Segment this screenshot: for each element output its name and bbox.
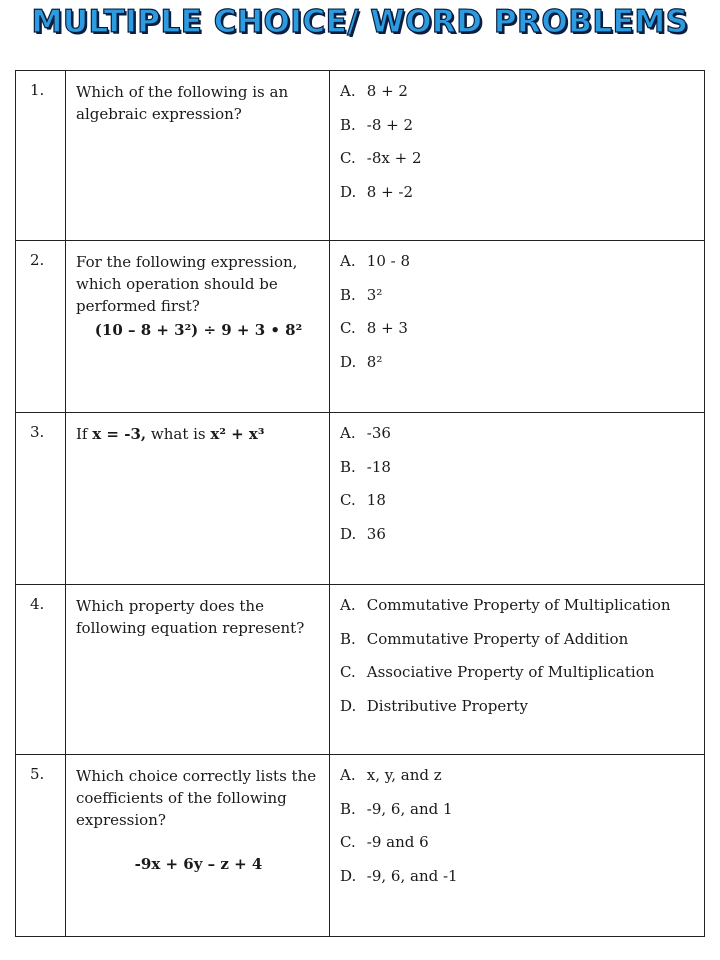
choice-text: 8 + -2 — [366, 182, 414, 201]
question-expression: x² + x³ — [210, 425, 265, 443]
choice-letter: A. — [340, 252, 356, 270]
question-text: Which property does the following equation represent? — [76, 597, 305, 637]
choice-text: 18 — [366, 491, 386, 509]
choice-letter: B. — [340, 457, 356, 476]
choice-text: Distributive Property — [366, 696, 528, 715]
choice-letter: A. — [340, 766, 356, 784]
choice-c[interactable] — [340, 147, 698, 181]
choice-letter: B. — [340, 285, 356, 304]
choice-c[interactable] — [340, 317, 698, 351]
choice-text: -8 + 2 — [366, 115, 414, 134]
question-row — [16, 71, 705, 241]
choice-a[interactable] — [340, 250, 698, 284]
question-number: 5. — [30, 765, 45, 783]
choice-text: 3² — [366, 285, 383, 304]
question-table — [15, 70, 705, 937]
choice-text: x, y, and z — [366, 766, 442, 784]
choice-b[interactable] — [340, 628, 698, 662]
choice-a[interactable] — [340, 80, 698, 114]
choice-text: 36 — [366, 524, 386, 543]
choice-letter: A. — [340, 596, 356, 614]
choice-text: -9, 6, and -1 — [366, 866, 458, 885]
choice-letter: C. — [340, 149, 356, 167]
choice-c[interactable] — [340, 489, 698, 523]
choice-text: Commutative Property of Addition — [366, 629, 629, 648]
choice-d[interactable] — [340, 351, 698, 385]
choice-d[interactable] — [340, 695, 698, 729]
choice-letter: B. — [340, 115, 356, 134]
choice-letter: B. — [340, 629, 356, 648]
choice-a[interactable] — [340, 764, 698, 798]
choice-d[interactable] — [340, 865, 698, 899]
choice-c[interactable] — [340, 661, 698, 695]
choice-text: Associative Property of Multiplication — [366, 663, 655, 681]
question-number: 1. — [30, 81, 45, 99]
answer-choices — [330, 71, 704, 214]
choice-text: Commutative Property of Multiplication — [366, 596, 671, 614]
choice-letter: B. — [340, 799, 356, 818]
choice-letter: C. — [340, 319, 356, 337]
question-text-prefix: If — [76, 425, 88, 443]
choice-d[interactable] — [340, 523, 698, 557]
choice-letter: D. — [340, 866, 357, 885]
choice-text: -18 — [366, 457, 391, 476]
answer-choices — [330, 413, 704, 556]
question-text: Which of the following is an algebraic expression? — [76, 83, 289, 123]
question-row — [16, 413, 705, 585]
choice-text: 8² — [366, 352, 383, 371]
choice-d[interactable] — [340, 181, 698, 215]
question-expression: -9x + 6y – z + 4 — [134, 855, 263, 873]
answer-choices — [330, 755, 704, 898]
choice-text: -36 — [366, 424, 391, 442]
choice-letter: A. — [340, 424, 356, 442]
worksheet-title: MULTIPLE CHOICE/ WORD PROBLEMS — [31, 4, 689, 40]
question-number: 2. — [30, 251, 45, 269]
choice-letter: C. — [340, 833, 356, 851]
choice-letter: A. — [340, 82, 356, 100]
question-text: For the following expression, which operation should be performed first? — [76, 253, 298, 315]
choice-text: 10 - 8 — [366, 252, 411, 270]
choice-b[interactable] — [340, 456, 698, 490]
choice-letter: D. — [340, 696, 357, 715]
question-variable: x = -3, — [92, 425, 147, 443]
choice-b[interactable] — [340, 114, 698, 148]
choice-letter: D. — [340, 524, 357, 543]
question-text — [66, 413, 329, 445]
question-text-block — [66, 755, 329, 875]
choice-letter: C. — [340, 663, 356, 681]
choice-c[interactable] — [340, 831, 698, 865]
question-text: Which choice correctly lists the coefficients of the following expression? — [76, 767, 317, 829]
question-row — [16, 585, 705, 755]
choice-text: -9 and 6 — [366, 833, 429, 851]
choice-a[interactable] — [340, 422, 698, 456]
choice-text: 8 + 3 — [366, 319, 408, 337]
choice-text: 8 + 2 — [366, 82, 408, 100]
question-text-block — [66, 241, 329, 341]
choice-b[interactable] — [340, 284, 698, 318]
answer-choices — [330, 241, 704, 384]
choice-a[interactable] — [340, 594, 698, 628]
choice-letter: D. — [340, 352, 357, 371]
choice-letter: C. — [340, 491, 356, 509]
choice-text: -9, 6, and 1 — [366, 799, 453, 818]
question-number: 4. — [30, 595, 45, 613]
choice-b[interactable] — [340, 798, 698, 832]
question-row — [16, 241, 705, 413]
question-text-mid: what is — [150, 425, 206, 443]
question-expression: (10 – 8 + 3²) ÷ 9 + 3 • 8² — [94, 321, 303, 339]
choice-text: -8x + 2 — [366, 149, 422, 167]
question-row — [16, 755, 705, 937]
choice-letter: D. — [340, 182, 357, 201]
question-number: 3. — [30, 423, 45, 441]
answer-choices — [330, 585, 704, 728]
